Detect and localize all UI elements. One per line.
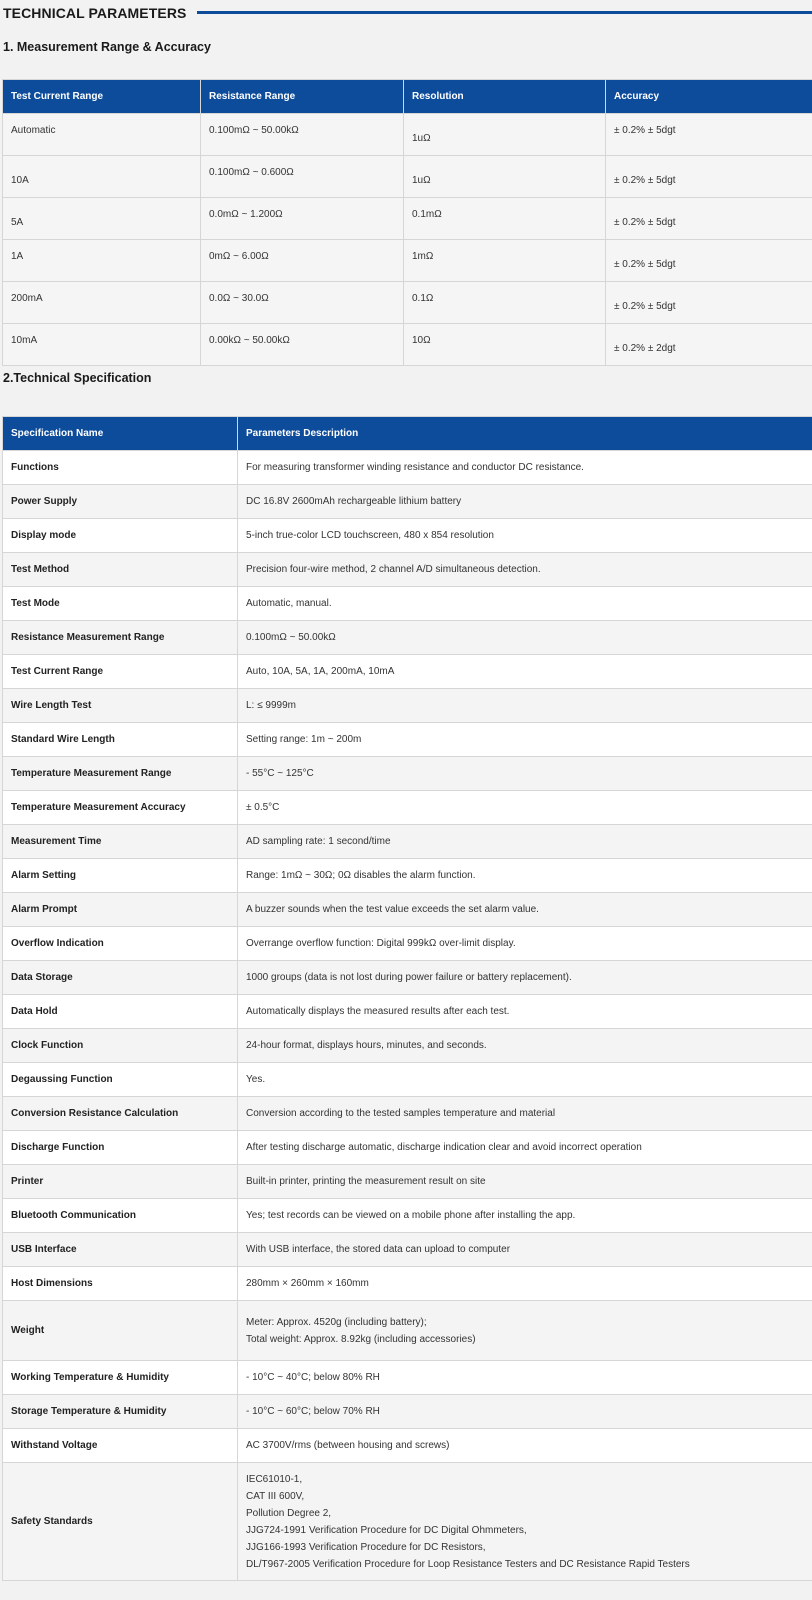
table-cell: 0.0Ω ~ 30.0Ω: [201, 282, 404, 324]
spec-name-cell: Data Hold: [3, 995, 238, 1029]
column-header: Test Current Range: [3, 80, 201, 114]
spec-description-cell: For measuring transformer winding resistance and conductor DC resistance.: [238, 451, 812, 485]
spec-description-cell: Built-in printer, printing the measurement result on site: [238, 1165, 812, 1199]
table-cell: ± 0.2% ± 5dgt: [606, 240, 812, 282]
column-header: Specification Name: [3, 417, 238, 451]
spec-description-cell: Conversion according to the tested samples temperature and material: [238, 1097, 812, 1131]
table-cell: 10A: [3, 156, 201, 198]
spec-description-cell: After testing discharge automatic, discharge indication clear and avoid incorrect operation: [238, 1131, 812, 1165]
table-cell: 10mA: [3, 324, 201, 366]
table-cell: 0mΩ ~ 6.00Ω: [201, 240, 404, 282]
table-row: [3, 1097, 812, 1131]
table-cell: ± 0.2% ± 2dgt: [606, 324, 812, 366]
spec-description-cell: 1000 groups (data is not lost during power failure or battery replacement).: [238, 961, 812, 995]
spec-description-cell: A buzzer sounds when the test value exceeds the set alarm value.: [238, 893, 812, 927]
table-row: [3, 995, 812, 1029]
table-header-row: [3, 80, 812, 114]
spec-name-cell: Safety Standards: [3, 1463, 238, 1581]
table-cell: 1A: [3, 240, 201, 282]
spec-description-cell: Auto, 10A, 5A, 1A, 200mA, 10mA: [238, 655, 812, 689]
spec-name-cell: USB Interface: [3, 1233, 238, 1267]
spec-name-cell: Test Mode: [3, 587, 238, 621]
table-row: [3, 282, 812, 324]
spec-name-cell: Test Current Range: [3, 655, 238, 689]
spec-name-cell: Temperature Measurement Range: [3, 757, 238, 791]
table-row: [3, 757, 812, 791]
spec-description-cell: Precision four-wire method, 2 channel A/D simultaneous detection.: [238, 553, 812, 587]
table-row: [3, 485, 812, 519]
table-row: [3, 1029, 812, 1063]
spec-name-cell: Storage Temperature & Humidity: [3, 1395, 238, 1429]
table-row: [3, 621, 812, 655]
spec-name-cell: Data Storage: [3, 961, 238, 995]
spec-name-cell: Resistance Measurement Range: [3, 621, 238, 655]
section-title-measurement-range: 1. Measurement Range & Accuracy: [3, 40, 211, 54]
table-cell: 1mΩ: [404, 240, 606, 282]
spec-description-cell: 5-inch true-color LCD touchscreen, 480 x 854 resolution: [238, 519, 812, 553]
spec-description-cell: L: ≤ 9999m: [238, 689, 812, 723]
spec-description-cell: 0.100mΩ ~ 50.00kΩ: [238, 621, 812, 655]
spec-name-cell: Test Method: [3, 553, 238, 587]
table-header-row: [3, 417, 812, 451]
spec-description-cell: ± 0.5°C: [238, 791, 812, 825]
spec-description-cell: Range: 1mΩ ~ 30Ω; 0Ω disables the alarm function.: [238, 859, 812, 893]
table-row: [3, 198, 812, 240]
spec-name-cell: Power Supply: [3, 485, 238, 519]
table-row: [3, 240, 812, 282]
table-row: [3, 825, 812, 859]
spec-description-cell: Overrange overflow function: Digital 999kΩ over-limit display.: [238, 927, 812, 961]
table-cell: 0.1Ω: [404, 282, 606, 324]
column-header: Resistance Range: [201, 80, 404, 114]
spec-description-cell: - 10°C ~ 40°C; below 80% RH: [238, 1361, 812, 1395]
measurement-range-table: [2, 79, 812, 366]
table-row: [3, 451, 812, 485]
title-underline: [197, 11, 812, 14]
table-row: [3, 1233, 812, 1267]
table-row: [3, 927, 812, 961]
spec-name-cell: Measurement Time: [3, 825, 238, 859]
spec-description-cell: DC 16.8V 2600mAh rechargeable lithium battery: [238, 485, 812, 519]
spec-description-cell: Meter: Approx. 4520g (including battery); Total weight: Approx. 8.92kg (including accessories): [238, 1301, 812, 1361]
column-header: Resolution: [404, 80, 606, 114]
table-row: [3, 1395, 812, 1429]
spec-description-cell: 280mm × 260mm × 160mm: [238, 1267, 812, 1301]
page-title-row: [0, 0, 812, 25]
spec-name-cell: Conversion Resistance Calculation: [3, 1097, 238, 1131]
spec-description-cell: Yes.: [238, 1063, 812, 1097]
table-row: [3, 1301, 812, 1361]
table-row: [3, 1165, 812, 1199]
column-header: Accuracy: [606, 80, 812, 114]
table-cell: 0.100mΩ ~ 0.600Ω: [201, 156, 404, 198]
table-row: [3, 961, 812, 995]
table-cell: 0.0mΩ ~ 1.200Ω: [201, 198, 404, 240]
spec-description-cell: - 55°C ~ 125°C: [238, 757, 812, 791]
table-row: [3, 723, 812, 757]
spec-name-cell: Temperature Measurement Accuracy: [3, 791, 238, 825]
table-row: [3, 114, 812, 156]
table-row: [3, 1463, 812, 1581]
table-row: [3, 587, 812, 621]
table-cell: 1uΩ: [404, 156, 606, 198]
table-cell: 0.00kΩ ~ 50.00kΩ: [201, 324, 404, 366]
spec-name-cell: Bluetooth Communication: [3, 1199, 238, 1233]
spec-description-cell: Yes; test records can be viewed on a mobile phone after installing the app.: [238, 1199, 812, 1233]
table-row: [3, 1429, 812, 1463]
table-row: [3, 324, 812, 366]
spec-name-cell: Host Dimensions: [3, 1267, 238, 1301]
table-cell: 200mA: [3, 282, 201, 324]
table-cell: 0.1mΩ: [404, 198, 606, 240]
table-row: [3, 1361, 812, 1395]
table-cell: ± 0.2% ± 5dgt: [606, 114, 812, 156]
spec-name-cell: Display mode: [3, 519, 238, 553]
spec-description-cell: Automatic, manual.: [238, 587, 812, 621]
page-title: TECHNICAL PARAMETERS: [3, 4, 187, 21]
spec-name-cell: Alarm Prompt: [3, 893, 238, 927]
table-row: [3, 519, 812, 553]
table-row: [3, 791, 812, 825]
table-row: [3, 859, 812, 893]
spec-description-cell: 24-hour format, displays hours, minutes, and seconds.: [238, 1029, 812, 1063]
table-cell: 0.100mΩ ~ 50.00kΩ: [201, 114, 404, 156]
spec-description-cell: Automatically displays the measured results after each test.: [238, 995, 812, 1029]
spec-name-cell: Alarm Setting: [3, 859, 238, 893]
table-cell: Automatic: [3, 114, 201, 156]
spec-description-cell: - 10°C ~ 60°C; below 70% RH: [238, 1395, 812, 1429]
section-title-technical-specification: 2.Technical Specification: [3, 371, 152, 385]
spec-name-cell: Degaussing Function: [3, 1063, 238, 1097]
spec-name-cell: Wire Length Test: [3, 689, 238, 723]
table-row: [3, 1131, 812, 1165]
table-row: [3, 156, 812, 198]
table-cell: 1uΩ: [404, 114, 606, 156]
table-row: [3, 655, 812, 689]
table-cell: ± 0.2% ± 5dgt: [606, 282, 812, 324]
spec-name-cell: Weight: [3, 1301, 238, 1361]
technical-specification-table: [2, 416, 812, 1581]
table-cell: ± 0.2% ± 5dgt: [606, 198, 812, 240]
table-row: [3, 1199, 812, 1233]
table-cell: ± 0.2% ± 5dgt: [606, 156, 812, 198]
spec-name-cell: Discharge Function: [3, 1131, 238, 1165]
table-row: [3, 689, 812, 723]
table-cell: 10Ω: [404, 324, 606, 366]
spec-name-cell: Withstand Voltage: [3, 1429, 238, 1463]
table-row: [3, 1063, 812, 1097]
spec-description-cell: AC 3700V/rms (between housing and screws): [238, 1429, 812, 1463]
spec-table-body: [3, 451, 812, 1581]
table-cell: 5A: [3, 198, 201, 240]
table-row: [3, 553, 812, 587]
spec-name-cell: Working Temperature & Humidity: [3, 1361, 238, 1395]
spec-description-cell: IEC61010-1, CAT III 600V, Pollution Degree 2, JJG724-1991 Verification Procedure for DC Digital Ohmmeters, JJG166-1993 Verification Procedure for DC Resistors, DL/T967-2005 Verification Procedure for Loop Resistance Testers and DC Resistance Rapid Testers: [238, 1463, 812, 1581]
table-row: [3, 893, 812, 927]
spec-name-cell: Overflow Indication: [3, 927, 238, 961]
column-header: Parameters Description: [238, 417, 812, 451]
spec-description-cell: AD sampling rate: 1 second/time: [238, 825, 812, 859]
spec-description-cell: With USB interface, the stored data can upload to computer: [238, 1233, 812, 1267]
table-row: [3, 1267, 812, 1301]
spec-description-cell: Setting range: 1m ~ 200m: [238, 723, 812, 757]
spec-name-cell: Standard Wire Length: [3, 723, 238, 757]
spec-name-cell: Functions: [3, 451, 238, 485]
spec-name-cell: Printer: [3, 1165, 238, 1199]
spec-name-cell: Clock Function: [3, 1029, 238, 1063]
